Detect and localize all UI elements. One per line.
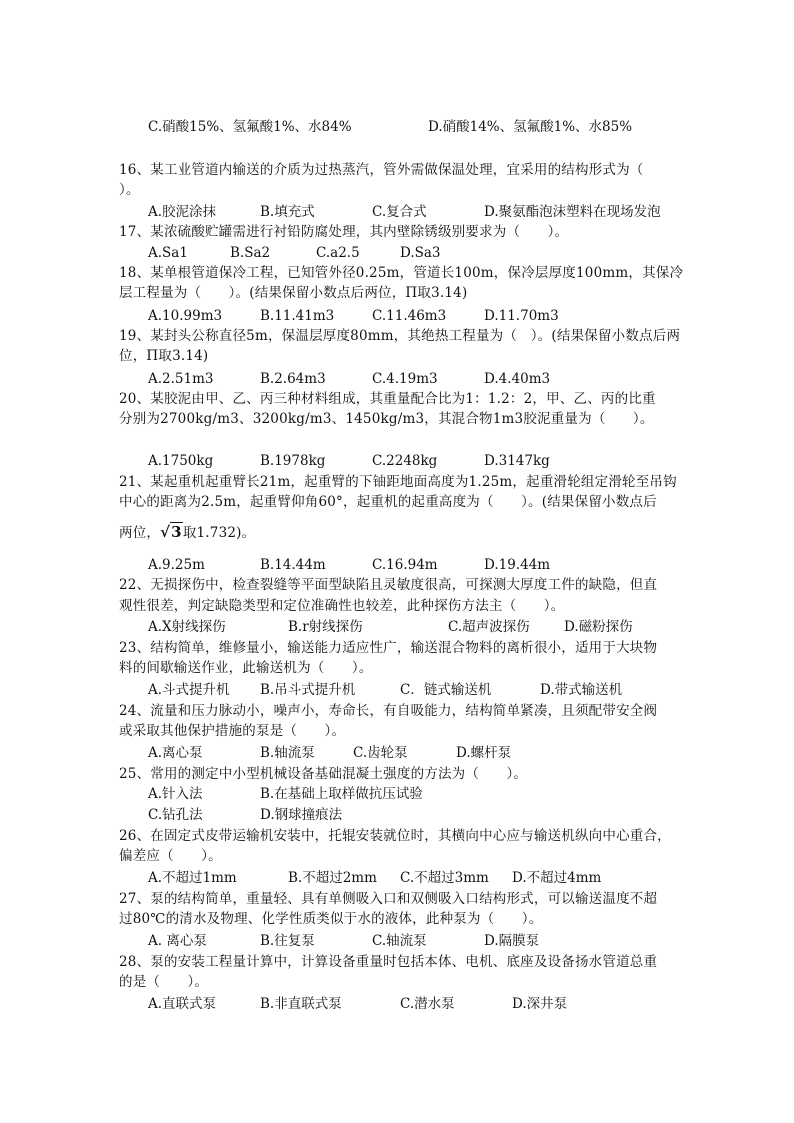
option-a: A.直联式泵 <box>148 996 217 1012</box>
question-17-line-1: 17、某浓硫酸贮罐需进行衬铅防腐处理，其内壁除锈级别要求为（ ）。 <box>119 224 569 240</box>
question-16-line-2: ）。 <box>119 182 140 198</box>
sqrt-radicand: 3 <box>171 523 182 541</box>
option-b: B.1978kg <box>260 453 326 469</box>
options-q15 <box>148 118 708 136</box>
option-c: C.齿轮泵 <box>353 745 408 761</box>
options-q25-row-1 <box>148 785 708 803</box>
question-26-line-1: 26、在固定式皮带运输机安装中，托辊安装就位时，其横向中心应与输送机纵向中心重合， <box>119 828 671 844</box>
question-21-line-3-suffix: 取1.732)。 <box>182 525 256 541</box>
question-20-line-2: 分别为2700kg/m3、3200kg/m3、1450kg/m3，其混合物1m3胶泥重量为（ ）。 <box>119 411 654 427</box>
question-22-line-1: 22、无损探伤中，检查裂缝等平面型缺陷且灵敏度很高，可探测大厚度工件的缺隐，但直 <box>119 577 658 593</box>
option-d: D.聚氨酯泡沫塑料在现场发泡 <box>484 204 661 220</box>
options-q21 <box>148 556 708 574</box>
question-21-line-3-prefix: 两位， <box>119 525 161 541</box>
option-b: B.不超过2mm <box>288 870 377 886</box>
question-24-line-1: 24、流量和压力脉动小，噪声小，寿命长，有自吸能力，结构简单紧凑，且须配带安全阀 <box>119 703 658 719</box>
question-25-line-1: 25、常用的测定中小型机械设备基础混凝土强度的方法为（ ）。 <box>119 766 528 782</box>
option-d: D.螺杆泵 <box>456 745 512 761</box>
option-c: C.潜水泵 <box>400 996 455 1012</box>
question-24-line-2: 或采取其他保护措施的泵是（ ）。 <box>119 723 346 739</box>
question-18-line-2: 层工程量为（ ）。(结果保留小数点后两位，Π取3.14) <box>119 285 468 301</box>
option-c: C.11.46m3 <box>372 308 447 324</box>
option-a: A.2.51m3 <box>148 371 214 387</box>
question-27-line-2: 过80℃的清水及物理、化学性质类似于水的液体，此种泵为（ ）。 <box>119 911 543 927</box>
question-27-line-1: 27、泵的结构简单，重量轻、具有单侧吸入口和双侧吸入口结构形式，可以输送温度不超 <box>119 891 658 907</box>
question-18-line-1: 18、某单根管道保冷工程，已知管外径0.25m，管道长100m，保冷层厚度100mm，其保冷 <box>119 265 684 281</box>
options-q27 <box>148 932 708 950</box>
option-c: C.不超过3mm <box>400 870 489 886</box>
option-d: D.硝酸14%、氢氟酸1%、水85% <box>428 119 633 135</box>
option-b: B.吊斗式提升机 <box>260 682 356 698</box>
option-d: D.磁粉探伤 <box>564 619 633 635</box>
question-19-line-1: 19、某封头公称直径5m，保温层厚度80mm，其绝热工程量为（ ）。(结果保留小数点后两 <box>119 328 681 344</box>
option-a: A.1750kg <box>148 453 214 469</box>
option-c: C.a2.5 <box>316 245 360 261</box>
option-b: B.11.41m3 <box>260 308 335 324</box>
option-b: B.非直联式泵 <box>260 996 342 1012</box>
option-b: B.在基础上取样做抗压试验 <box>260 786 423 802</box>
options-q16 <box>148 203 708 221</box>
option-d: D.11.70m3 <box>484 308 559 324</box>
option-a: A.斗式提升机 <box>148 682 230 698</box>
options-q17 <box>148 244 708 262</box>
option-d: D.钢球撞痕法 <box>260 807 343 823</box>
option-b: B.往复泵 <box>260 933 315 949</box>
option-a: A.9.25m <box>148 557 205 573</box>
options-q25-row-2 <box>148 806 708 824</box>
option-a: A.10.99m3 <box>148 308 223 324</box>
option-c: C.硝酸15%、氢氟酸1%、水84% <box>148 119 352 135</box>
option-c: C.2248kg <box>372 453 438 469</box>
option-d: D.深井泵 <box>512 996 568 1012</box>
option-d: D.3147kg <box>484 453 550 469</box>
option-a: A.Sa1 <box>148 245 188 261</box>
question-23-line-1: 23、结构简单，维修量小，输送能力适应性广，输送混合物料的离析很小，适用于大块物 <box>119 640 658 656</box>
options-q23 <box>148 681 708 699</box>
option-c: C.复合式 <box>372 204 427 220</box>
option-b: B.Sa2 <box>230 245 271 261</box>
option-d: D.隔膜泵 <box>484 933 540 949</box>
question-22-line-2: 观性很差，判定缺隐类型和定位准确性也较差，此种探伤方法主（ ）。 <box>119 598 565 614</box>
option-d: D.不超过4mm <box>512 870 602 886</box>
question-21-line-2: 中心的距离为2.5m，起重臂仰角60°，起重机的起重高度为（ ）。(结果保留小数点后 <box>119 494 657 510</box>
option-b: B.14.44m <box>260 557 326 573</box>
options-q18 <box>148 307 708 325</box>
options-q22 <box>148 618 708 636</box>
option-c: C.轴流泵 <box>372 933 427 949</box>
option-d: D.带式输送机 <box>540 682 623 698</box>
option-c: C.钻孔法 <box>148 807 203 823</box>
option-b: B.r射线探伤 <box>288 619 363 635</box>
sqrt-symbol: √3 <box>160 523 182 541</box>
option-a: A.胶泥涂抹 <box>148 204 217 220</box>
question-23-line-2: 料的间歇输送作业，此输送机为（ ）。 <box>119 660 373 676</box>
option-a: A.X射线探伤 <box>148 619 226 635</box>
option-a: A.离心泵 <box>148 745 203 761</box>
option-b: B.2.64m3 <box>260 371 326 387</box>
option-c: C.超声波探伤 <box>448 619 530 635</box>
question-19-line-2: 位，Π取3.14) <box>119 348 209 364</box>
option-d: D.4.40m3 <box>484 371 551 387</box>
option-c: C．链式输送机 <box>400 682 492 698</box>
options-q19 <box>148 370 708 388</box>
question-26-line-2: 偏差应（ ）。 <box>119 848 222 864</box>
question-28-line-2: 的是（ ）。 <box>119 974 209 990</box>
question-21-line-3 <box>119 523 255 542</box>
question-20-line-1: 20、某胶泥由甲、乙、丙三种材料组成，其重量配合比为1：1.2：2，甲、乙、丙的比重 <box>119 391 656 407</box>
question-28-line-1: 28、泵的安装工程量计算中，计算设备重量时包括本体、电机、底座及设备扬水管道总重 <box>119 954 658 970</box>
options-q24 <box>148 744 708 762</box>
question-21-line-1: 21、某起重机起重臂长21m，起重臂的下铀距地面高度为1.25m，起重滑轮组定滑轮至吊钩 <box>119 474 677 490</box>
options-q28 <box>148 995 708 1013</box>
options-q20 <box>148 452 708 470</box>
option-c: C.16.94m <box>372 557 438 573</box>
option-a: A.针入法 <box>148 786 203 802</box>
option-c: C.4.19m3 <box>372 371 438 387</box>
option-b: B.填充式 <box>260 204 315 220</box>
option-d: D.19.44m <box>484 557 551 573</box>
option-b: B.轴流泵 <box>260 745 315 761</box>
option-a: A. 离心泵 <box>148 933 207 949</box>
option-a: A.不超过1mm <box>148 870 237 886</box>
question-16-line-1: 16、某工业管道内输送的介质为过热蒸汽，管外需做保温处理，宜采用的结构形式为（ <box>119 162 644 178</box>
options-q26 <box>148 869 708 887</box>
option-d: D.Sa3 <box>400 245 441 261</box>
